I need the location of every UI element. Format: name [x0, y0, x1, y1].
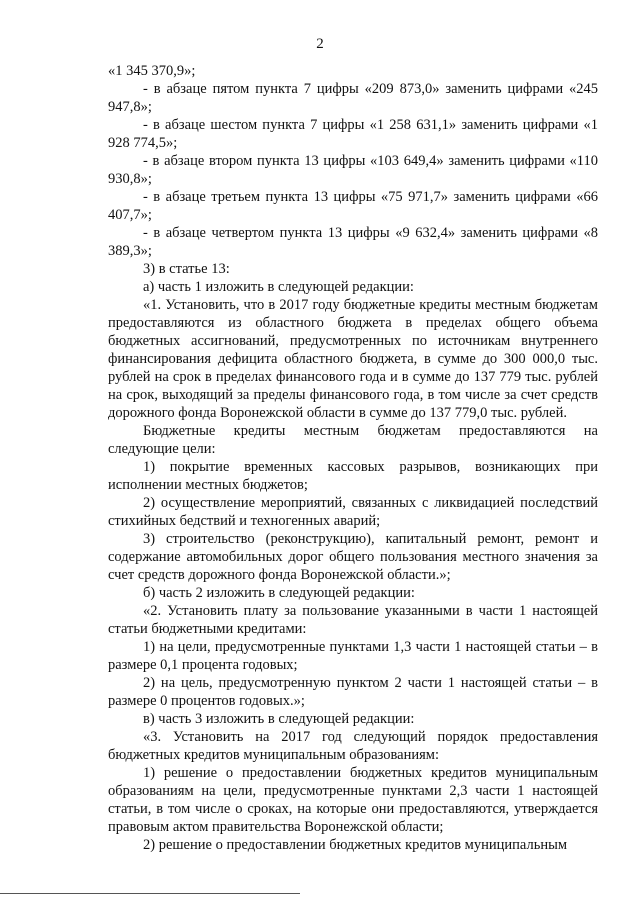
- paragraph: 1) на цели, предусмотренные пунктами 1,3 части 1 настоящей статьи – в размере 0,1 процента годовых;: [108, 639, 598, 673]
- footer-rule: [0, 893, 300, 894]
- paragraph: 1) покрытие временных кассовых разрывов, возникающих при исполнении местных бюджетов;: [108, 459, 598, 493]
- document-body: [108, 62, 598, 854]
- paragraph: б) часть 2 изложить в следующей редакции:: [143, 585, 415, 601]
- paragraph: - в абзаце втором пункта 13 цифры «103 649,4» заменить цифрами «110 930,8»;: [108, 153, 598, 187]
- paragraph: - в абзаце третьем пункта 13 цифры «75 971,7» заменить цифрами «66 407,7»;: [108, 189, 598, 223]
- paragraph: «2. Установить плату за пользование указанными в части 1 настоящей статьи бюджетными кредитами:: [108, 603, 598, 637]
- paragraph: «3. Установить на 2017 год следующий порядок предоставления бюджетных кредитов муниципальным образованиям:: [108, 729, 598, 763]
- paragraph: - в абзаце шестом пункта 7 цифры «1 258 631,1» заменить цифрами «1 928 774,5»;: [108, 117, 598, 151]
- paragraph: 2) осуществление мероприятий, связанных с ликвидацией последствий стихийных бедствий и техногенных аварий;: [108, 495, 598, 529]
- page-number: 2: [316, 36, 324, 52]
- paragraph: в) часть 3 изложить в следующей редакции:: [143, 711, 415, 727]
- paragraph: - в абзаце четвертом пункта 13 цифры «9 632,4» заменить цифрами «8 389,3»;: [108, 225, 598, 259]
- paragraph: «1 345 370,9»;: [108, 63, 196, 79]
- paragraph: 2) решение о предоставлении бюджетных кредитов муниципальным: [143, 837, 567, 853]
- paragraph: Бюджетные кредиты местным бюджетам предоставляются на следующие цели:: [108, 423, 598, 457]
- paragraph: - в абзаце пятом пункта 7 цифры «209 873,0» заменить цифрами «245 947,8»;: [108, 81, 598, 115]
- paragraph: 1) решение о предоставлении бюджетных кредитов муниципальным образованиям на цели, предусмотренные пунктами 2,3 части 1 настоящей статьи, в том числе о сроках, на которые они предоставляются, утверждается правовым актом правительства Воронежской области;: [108, 765, 598, 835]
- paragraph: 3) строительство (реконструкцию), капитальный ремонт, ремонт и содержание автомобильных дорог общего пользования местного значения за счет средств дорожного фонда Воронежской области.»;: [108, 531, 598, 583]
- paragraph: а) часть 1 изложить в следующей редакции:: [143, 279, 414, 295]
- paragraph: 2) на цель, предусмотренную пунктом 2 части 1 настоящей статьи – в размере 0 процентов годовых.»;: [108, 675, 598, 709]
- paragraph: «1. Установить, что в 2017 году бюджетные кредиты местным бюджетам предоставляются из областного бюджета в пределах общего объема бюджетных ассигнований, предусмотренных по источникам внутреннего финансирования дефицита областного бюджета, в сумме до 300 000,0 тыс. рублей на срок в пределах финансового года и в сумме до 137 779 тыс. рублей на срок, выходящий за пределы финансового года, в том числе за счет средств дорожного фонда Воронежской области в сумме до 137 779,0 тыс. рублей.: [108, 297, 598, 421]
- paragraph: 3) в статье 13:: [143, 261, 230, 277]
